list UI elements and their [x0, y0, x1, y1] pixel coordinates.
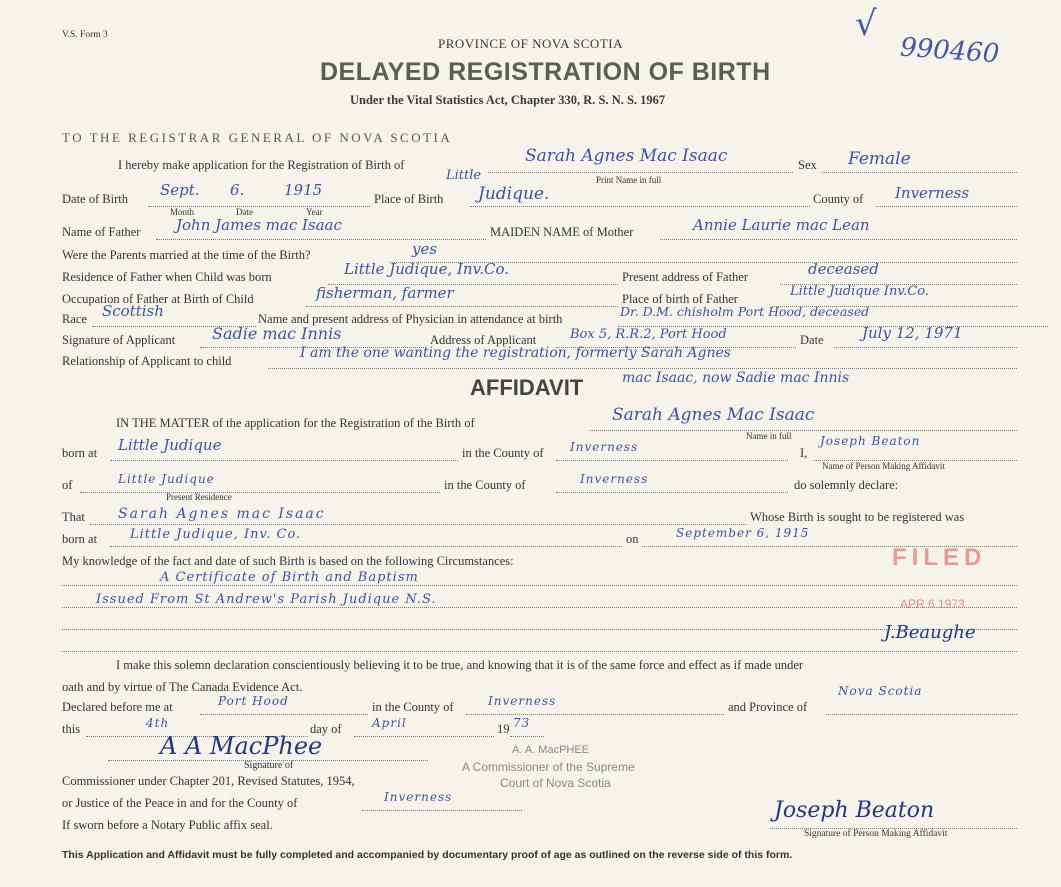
this-value: 4th	[146, 716, 170, 730]
whose-label: Whose Birth is sought to be registered was	[750, 510, 965, 524]
place-value-line2: Judique.	[478, 184, 550, 204]
commissioner-line: Commissioner under Chapter 201, Revised Statutes, 1954,	[62, 774, 355, 788]
matter-value: Sarah Agnes Mac Isaac	[612, 405, 815, 425]
knowledge-label: My knowledge of the fact and date of such Birth is based on the following Circumstances:	[62, 554, 514, 568]
justice-value: Inverness	[384, 790, 453, 804]
county-value: Inverness	[895, 184, 970, 202]
form-subtitle: Under the Vital Statistics Act, Chapter 330, R. S. N. S. 1967	[350, 93, 666, 107]
occupation-value: fisherman, farmer	[316, 284, 454, 302]
present-residence-caption: Present Residence	[166, 492, 232, 502]
residence-label: Residence of Father when Child was born	[62, 270, 272, 284]
sex-value: Female	[848, 149, 911, 169]
date-label: Date	[800, 333, 824, 347]
father-label: Name of Father	[62, 225, 141, 239]
mother-value: Annie Laurie mac Lean	[693, 216, 870, 234]
married-label: Were the Parents married at the time of the Birth?	[62, 248, 311, 262]
dob-year: 1915	[284, 181, 323, 199]
race-value: Scottish	[102, 302, 164, 320]
matter-caption: Name in full	[746, 431, 792, 441]
form-number: V.S. Form 3	[62, 30, 108, 40]
sex-label: Sex	[798, 158, 817, 172]
in-county-label: in the County of	[462, 446, 544, 460]
deponent-signature-caption: Signature of Person Making Affidavit	[804, 829, 948, 839]
declared-at-value: Port Hood	[218, 694, 289, 708]
father-birthplace-value: Little Judique Inv.Co.	[790, 284, 929, 299]
month-value: April	[372, 716, 407, 730]
declared-county-value: Inverness	[488, 694, 557, 708]
commissioner-stamp-1: A. A. MacPHEE	[512, 744, 590, 756]
race-label: Race	[62, 312, 87, 326]
declaration-1: I make this solemn declaration conscientiously believing it to be true, and knowing that it is of the same force and effect as if made under	[116, 658, 804, 672]
province-value: Nova Scotia	[838, 684, 923, 698]
footer-note: This Application and Affidavit must be fully completed and accompanied by documentary proof of age as outlined on the reverse side of this form.	[62, 849, 793, 861]
i-label: I,	[800, 446, 808, 460]
declaration-2: oath and by virtue of The Canada Evidence Act.	[62, 680, 303, 694]
father-birthplace-label: Place of birth of Father	[622, 292, 738, 306]
child-name: Sarah Agnes Mac Isaac	[525, 146, 728, 166]
dob-caption-date: Date	[236, 207, 253, 217]
county-label: County of	[813, 192, 864, 206]
place-value-line1: Little	[446, 168, 482, 183]
year-prefix: 19	[497, 722, 510, 736]
applicant-address: Box 5, R.R.2, Port Hood	[570, 327, 727, 342]
that-value: Sarah Agnes mac Isaac	[118, 506, 326, 522]
filed-stamp: FILED	[892, 544, 987, 571]
commissioner-stamp-2: A Commissioner of the Supreme	[462, 760, 635, 774]
born-at-value: Little Judique	[118, 436, 222, 454]
born-at2-label: born at	[62, 532, 98, 546]
file-number: 990460	[899, 32, 1001, 70]
that-label: That	[62, 510, 85, 524]
declare-label: do solemnly declare:	[794, 478, 899, 492]
dob-month: Sept.	[160, 181, 200, 199]
registrar-heading: TO THE REGISTRAR GENERAL OF NOVA SCOTIA	[62, 130, 453, 145]
on-value: September 6, 1915	[676, 526, 810, 540]
of-value: Little Judique	[118, 472, 215, 486]
present-father-value: deceased	[808, 260, 879, 278]
notary-line: If sworn before a Notary Public affix seal.	[62, 818, 273, 832]
province-label: and Province of	[728, 700, 808, 714]
born-at2-value: Little Judique, Inv. Co.	[130, 527, 302, 542]
mother-label: MAIDEN NAME of Mother	[490, 225, 634, 239]
relationship-label: Relationship of Applicant to child	[62, 354, 232, 368]
commissioner-stamp-3: Court of Nova Scotia	[500, 776, 611, 790]
affidavit-heading: AFFIDAVIT	[470, 375, 584, 400]
applicant-signature-label: Signature of Applicant	[62, 333, 176, 347]
dob-day: 6.	[230, 181, 245, 199]
matter-label: IN THE MATTER of the application for the Registration of the Birth of	[116, 416, 475, 430]
province-heading: PROVINCE OF NOVA SCOTIA	[438, 36, 623, 51]
applicant-signature: Sadie mac Innis	[212, 324, 342, 343]
declared-county-label: in the County of	[372, 700, 454, 714]
place-label: Place of Birth	[374, 192, 444, 206]
check-mark: √	[855, 4, 877, 44]
father-value: John James mac Isaac	[176, 216, 342, 234]
residence-value: Little Judique, Inv.Co.	[344, 260, 510, 278]
name-caption: Print Name in full	[596, 175, 662, 185]
physician-value: Dr. D.M. chisholm Port Hood, deceased	[620, 304, 870, 319]
commissioner-signature: A A MacPhee	[160, 732, 323, 760]
dob-label: Date of Birth	[62, 192, 128, 206]
filed-date: APR 6 1973	[900, 597, 965, 611]
in-county-value: Inverness	[570, 440, 639, 454]
day-of-label: day of	[310, 722, 342, 736]
initials: J.Beaughe	[884, 622, 976, 643]
circumstance-2: Issued From St Andrew's Parish Judique N.S.	[96, 592, 437, 607]
circumstance-1: A Certificate of Birth and Baptism	[160, 570, 419, 585]
occupation-label: Occupation of Father at Birth of Child	[62, 292, 254, 306]
intro-label: I hereby make application for the Registration of Birth of	[118, 158, 405, 172]
born-at-label: born at	[62, 446, 98, 460]
year-value: 73	[513, 716, 531, 730]
on-label: on	[626, 532, 639, 546]
this-label: this	[62, 722, 81, 736]
in-county2-label: in the County of	[444, 478, 526, 492]
dob-caption-year: Year	[306, 207, 323, 217]
relationship-value-2: mac Isaac, now Sadie mac Innis	[622, 370, 850, 386]
sig-caption-1: Signature of	[244, 760, 294, 771]
married-value: yes	[412, 240, 438, 258]
declared-label: Declared before me at	[62, 700, 173, 714]
form-title: DELAYED REGISTRATION OF BIRTH	[320, 58, 771, 86]
relationship-value-1: I am the one wanting the registration, formerly Sarah Agnes	[300, 345, 731, 361]
justice-label: or Justice of the Peace in and for the County of	[62, 796, 298, 810]
dob-caption-month: Month	[170, 207, 195, 217]
of-label: of	[62, 478, 73, 492]
in-county2-value: Inverness	[580, 472, 649, 486]
application-date: July 12, 1971	[862, 324, 963, 342]
applicant-address-label: Address of Applicant	[430, 333, 537, 347]
present-father-label: Present address of Father	[622, 270, 749, 284]
deponent-name: Joseph Beaton	[820, 434, 921, 448]
deponent-signature: Joseph Beaton	[774, 798, 935, 823]
deponent-caption: Name of Person Making Affidavit	[822, 461, 945, 471]
physician-label: Name and present address of Physician in attendance at birth	[258, 312, 563, 326]
